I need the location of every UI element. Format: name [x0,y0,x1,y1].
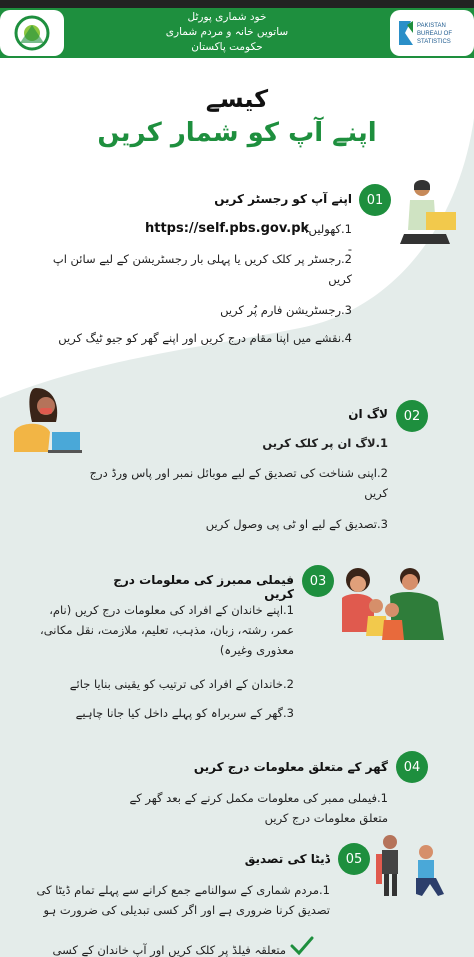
step-02-heading: لاگ ان [348,407,388,421]
step-01-item-3: 3.رجسٹریشن فارم پُر کریں [220,303,352,317]
step-01-item-1: 1.کھولیں: - [304,222,352,256]
step-02-item-2: 2.اپنی شناخت کی تصدیق کے لیے موبائل نمبر اور پاس ورڈ درج کریں [89,466,388,500]
step-01-url[interactable]: https://self.pbs.gov.pk [145,221,310,236]
step-05-heading: ڈیٹا کی تصدیق [244,852,330,866]
header-line-portal: خود شماری پورٹل [187,11,267,23]
step-03-item-2: 2.خاندان کے افراد کی ترتیب کو یقینی بنایا جائے [69,677,294,691]
step-badge-03: 03 [302,565,334,597]
step-02-item-3: 3.تصدیق کے لیے او ٹی پی وصول کریں [205,517,388,531]
step-05-item-1: 1.مردم شماری کے سوالنامے جمع کرانے سے پہلے تمام ڈیٹا کی تصدیق کرنا ضروری ہے اور اگر کسی تبدیلی کی ضرورت ہو [36,883,330,917]
family-illustration [334,562,450,652]
census-logo [0,10,64,56]
woman-laptop-illustration [8,384,84,464]
bureau-logo-line2: BUREAU OF [417,31,453,37]
reviewers-illustration [372,832,452,902]
header-line-government: حکومت پاکستان [191,41,263,53]
step-badge-01: 01 [359,184,391,216]
step-badge-04: 04 [396,751,428,783]
step-01-item-4: 4.نقشے میں اپنا مقام درج کریں اور اپنے گھر کو جیو ٹیگ کریں [58,331,352,345]
person-laptop-illustration [396,176,462,252]
step-03-item-3: 3.گھر کے سربراہ کو پہلے داخل کیا جانا چاہیے [75,706,294,720]
step-01-item-2: 2.رجسٹر پر کلک کریں یا پہلی بار رجسٹریشن کے لیے سائن اپ کریں [52,252,352,286]
title-count-yourself: اپنے آپ کو شمار کریں [97,118,377,148]
step-04-item-1: 1.فیملی ممبر کی معلومات مکمل کرنے کے بعد گھر کے متعلق معلومات درج کریں [129,791,388,825]
bureau-logo [390,10,474,56]
census-logo-icon [10,13,54,53]
status-bar [0,0,474,8]
step-01-heading: اپنے آپ کو رجسٹر کریں [214,192,352,206]
check-icon [290,936,314,956]
step-badge-02: 02 [396,400,428,432]
step-02-item-1: 1.لاگ ان پر کلک کریں [262,436,388,450]
step-03-heading: فیملی ممبرز کی معلومات درج کریں [113,573,294,601]
step-04-heading: گھر کے متعلق معلومات درج کریں [193,760,388,774]
header-titles [70,10,384,55]
title-how: کیسے [205,85,269,113]
step-05-item-2: متعلقہ فیلڈ پر کلک کریں اور آپ خاندان کے کسی [52,943,286,957]
header-line-census: ساتویں خانہ و مردم شماری [165,26,289,38]
bureau-statistics-logo-icon [393,15,471,51]
step-03-item-1: 1.اپنے خاندان کے افراد کی معلومات درج کریں (نام، عمر، رشتہ، زبان، مذہب، تعلیم، ملازمت، نقل مکانی، معذوری وغیرہ) [40,603,294,657]
bureau-logo-line1: PAKISTAN [417,23,446,29]
bureau-logo-line3: STATISTICS [417,39,451,45]
step-badge-05: 05 [338,843,370,875]
